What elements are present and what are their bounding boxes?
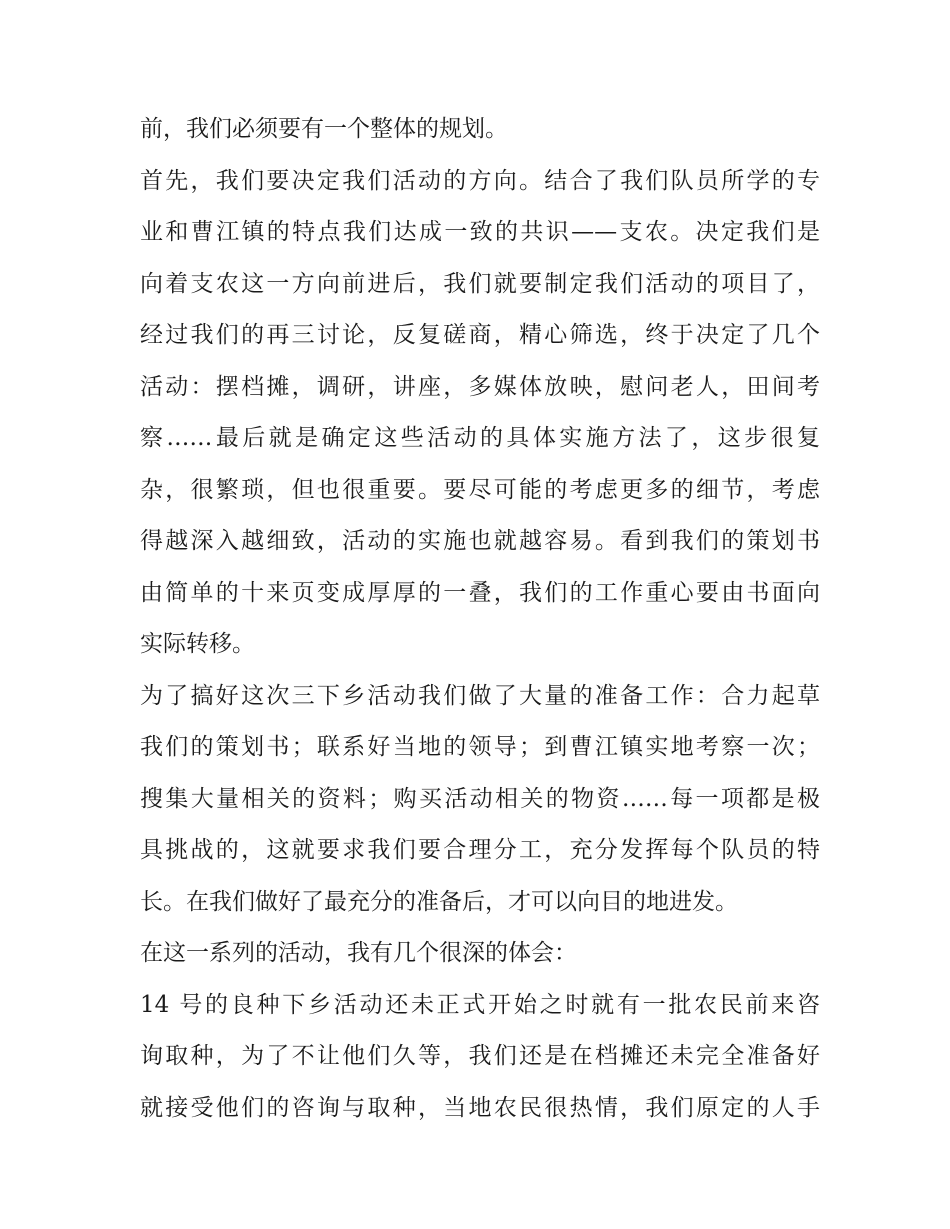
text-line: 14 号的良种下乡活动还未正式开始之时就有一批农民前来咨 bbox=[140, 991, 820, 1018]
text-line: 在这一系列的活动，我有几个很深的体会： bbox=[140, 940, 577, 966]
text-line: 首先，我们要决定我们活动的方向。结合了我们队员所学的专 bbox=[140, 167, 820, 194]
text-line: 得越深入越细致，活动的实施也就越容易。看到我们的策划书 bbox=[140, 528, 820, 554]
text-line: 杂，很繁琐，但也很重要。要尽可能的考虑更多的细节，考虑 bbox=[140, 476, 820, 503]
text-line: 察……最后就是确定这些活动的具体实施方法了，这步很复 bbox=[140, 425, 820, 451]
text-line: 搜集大量相关的资料；购买活动相关的物资……每一项都是极 bbox=[140, 785, 820, 812]
document-body bbox=[140, 104, 820, 1134]
text-line: 业和曹江镇的特点我们达成一致的共识——支农。决定我们是 bbox=[140, 219, 820, 245]
text-line: 向着支农这一方向前进后，我们就要制定我们活动的项目了， bbox=[140, 270, 820, 297]
text-line: 活动：摆档摊，调研，讲座，多媒体放映，慰问老人，田间考 bbox=[140, 373, 820, 400]
text-line: 实际转移。 bbox=[140, 631, 255, 657]
text-line: 我们的策划书；联系好当地的领导；到曹江镇实地考察一次； bbox=[140, 734, 820, 760]
text-line: 询取种，为了不让他们久等，我们还是在档摊还未完全准备好 bbox=[140, 1043, 820, 1069]
text-line: 前，我们必须要有一个整体的规划。 bbox=[140, 116, 508, 142]
text-line: 经过我们的再三讨论，反复磋商，精心筛选，终于决定了几个 bbox=[140, 322, 820, 348]
text-line: 就接受他们的咨询与取种，当地农民很热情，我们原定的人手 bbox=[140, 1094, 820, 1121]
text-line: 由简单的十来页变成厚厚的一叠，我们的工作重心要由书面向 bbox=[140, 579, 820, 606]
text-line: 为了搞好这次三下乡活动我们做了大量的准备工作：合力起草 bbox=[140, 682, 820, 709]
text-line: 长。在我们做好了最充分的准备后，才可以向目的地进发。 bbox=[140, 888, 738, 915]
text-line: 具挑战的，这就要求我们要合理分工，充分发挥每个队员的特 bbox=[140, 837, 820, 863]
